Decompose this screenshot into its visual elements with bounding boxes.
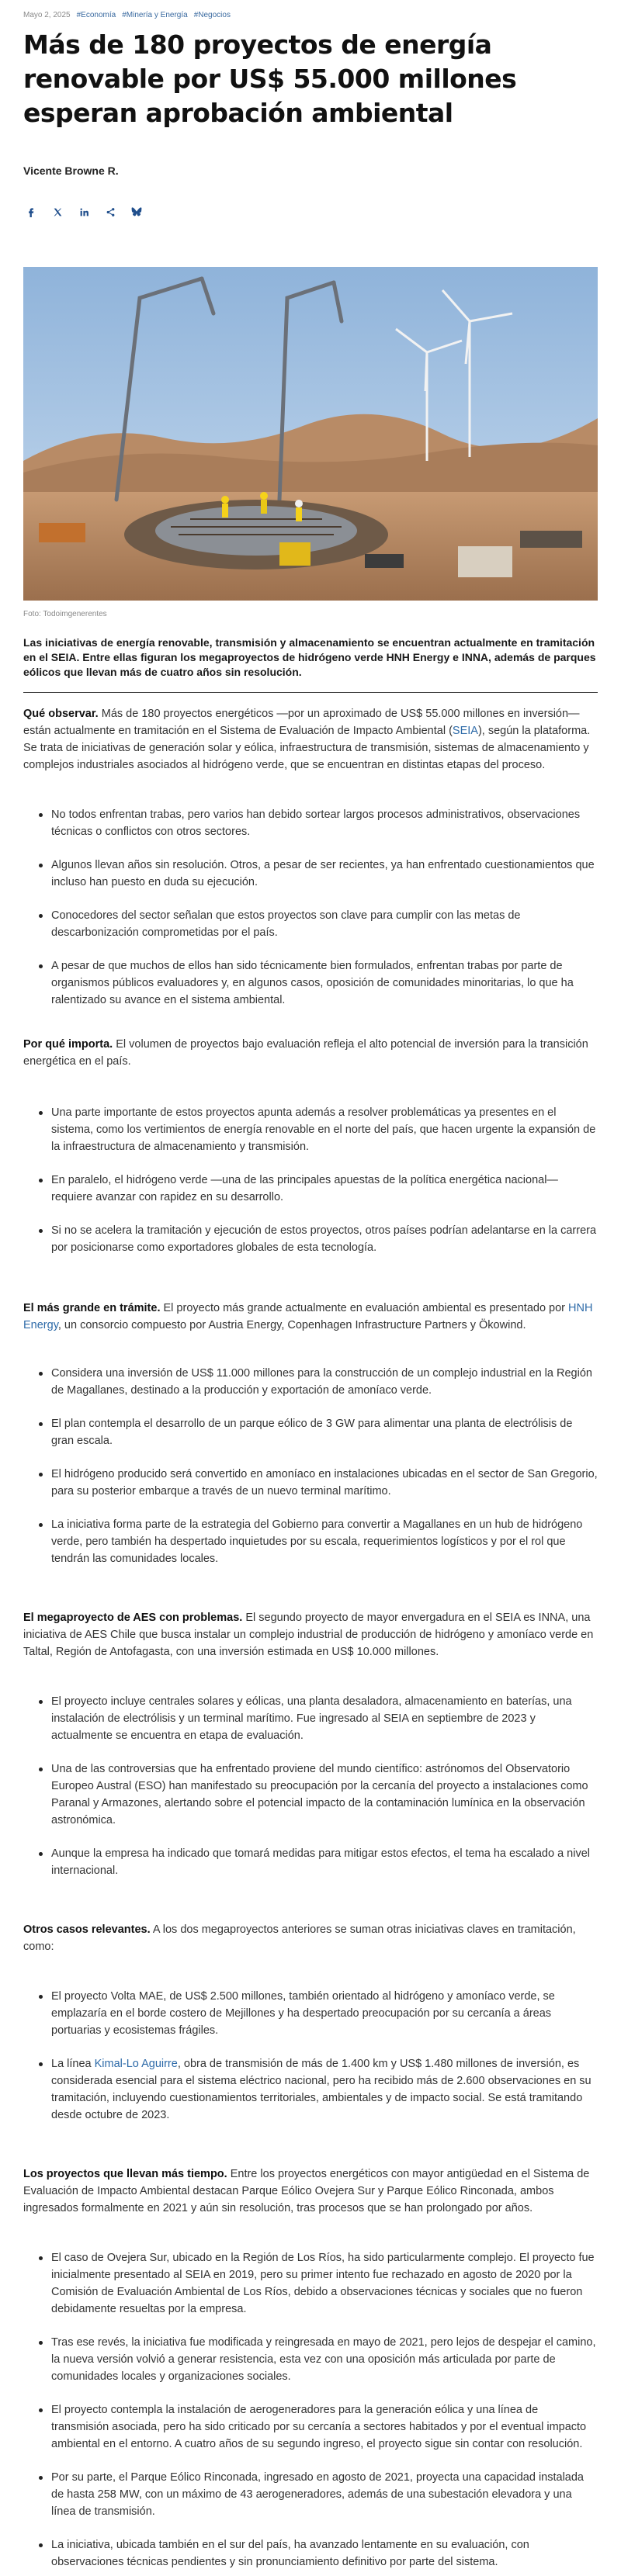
list-item: El proyecto Volta MAE, de US$ 2.500 millones, también orientado al hidrógeno y amoníaco verde, se emplazaría en el borde costero de Mejillones y ha despertado preocupación por su cercanía a áreas portuarias y ecosistemas frágiles.	[39, 1988, 598, 2039]
list-item: En paralelo, el hidrógeno verde —una de las principales apuestas de la política energética nacional— requiere avanzar con rapidez en su desarrollo.	[39, 1172, 598, 1206]
link-hnh-energy[interactable]: HNH Energy	[23, 1302, 593, 1331]
share-bar	[23, 203, 598, 220]
list-item: No todos enfrentan trabas, pero varios han debido sortear largos procesos administrativos, observaciones técnicas o conflictos con otros sectores.	[39, 806, 598, 840]
facebook-icon[interactable]	[23, 204, 39, 220]
list-item: El proyecto contempla la instalación de aerogeneradores para la generación eólica y una línea de transmisión asociada, pero ha sido criticado por su cercanía a sectores habitados y por el eventual impacto ambiental en el entorno. A cuatro años de su segundo ingreso, el proyecto sigue sin contar con resolución.	[39, 2401, 598, 2453]
link-seia[interactable]: SEIA	[452, 725, 478, 737]
heading-por-que-importa: Por qué importa.	[23, 1038, 113, 1051]
text-otros-casos: A los dos megaproyectos anteriores se suman otras iniciativas claves en tramitación, como:	[23, 1923, 576, 1953]
article-title: Más de 180 proyectos de energía renovable por US$ 55.000 millones esperan aprobación ambiental	[23, 29, 517, 128]
list-item: Algunos llevan años sin resolución. Otros, a pesar de ser recientes, ya han enfrentado cuestionamientos que incluso han puesto en duda su ejecución.	[39, 857, 598, 891]
list-otros-casos	[23, 1988, 598, 2124]
hero-photo	[23, 267, 598, 601]
heading-aes: El megaproyecto de AES con problemas.	[23, 1612, 243, 1624]
tag-economia[interactable]: #Economía	[76, 10, 116, 19]
list-item: Una de las controversias que ha enfrentado proviene del mundo científico: astrónomos del Observatorio Europeo Austral (ESO) han manifestado su preocupación por la cercanía del proyecto a instalaciones como Paranal y Armazones, alertando sobre el potencial impacto de la contaminación lumínica en la observación astronómica.	[39, 1761, 598, 1829]
list-item: Aunque la empresa ha indicado que tomará medidas para mitigar estos efectos, el tema ha escalado a nivel internacional.	[39, 1845, 598, 1879]
text-mas-tiempo: Entre los proyectos energéticos con mayor antigüedad en el Sistema de Evaluación de Impacto Ambiental destacan Parque Eólico Ovejera Sur y Parque Eólico Rinconada, ambos ingresados formalmente en 2021 y aún sin resolución, tras procesos que se han prolongado por años.	[23, 2168, 590, 2214]
text-por-que-importa: El volumen de proyectos bajo evaluación refleja el alto potencial de inversión para la transición energética en el país.	[23, 1038, 588, 1068]
list-item: La iniciativa, ubicada también en el sur del país, ha avanzado lentamente en su evaluación, con observaciones técnicas pendientes y sin pronunciamiento definitivo por parte del sistema.	[39, 2536, 598, 2571]
heading-otros-casos: Otros casos relevantes.	[23, 1923, 151, 1936]
text-kimal-post: , obra de transmisión de más de 1.400 km y US$ 1.480 millones de inversión, es considerada esencial para el sistema eléctrico nacional, pero ha recibido más de 2.600 observaciones en su tramitación, incluyendo cuestionamientos territoriales, ambientales y de impacto social. Se está tramitando desde octubre de 2023.	[51, 2058, 592, 2121]
list-item: Considera una inversión de US$ 11.000 millones para la construcción de un complejo industrial en la Región de Magallanes, destinado a la producción y exportación de amoníaco verde.	[39, 1365, 598, 1399]
list-por-que-importa	[23, 1104, 598, 1256]
tag-mineria-energia[interactable]: #Minería y Energía	[122, 10, 188, 19]
list-aes	[23, 1693, 598, 1879]
paragraph-que-observar	[23, 705, 598, 774]
section-aes	[23, 1609, 598, 1879]
article-author[interactable]: Vicente Browne R.	[23, 164, 119, 177]
list-item: A pesar de que muchos de ellos han sido técnicamente bien formulados, enfrentan trabas por parte de organismos públicos evaluadores y, en algunos casos, oposición de comunidades minoritarias, lo que ha ralentizado su avance en el sistema ambiental.	[39, 957, 598, 1009]
article-date: Mayo 2, 2025	[23, 10, 71, 19]
list-item: La iniciativa forma parte de la estrategia del Gobierno para convertir a Magallanes en un hub de hidrógeno verde, pero también ha despertado inquietudes por su escala, requerimientos logísticos y por el rol que tendrán las comunidades locales.	[39, 1516, 598, 1567]
list-item: Tras ese revés, la iniciativa fue modificada y reingresada en mayo de 2021, pero lejos de despejar el camino, la nueva versión volvió a generar resistencia, esta vez con una oposición más articulada por parte de comunidades locales y organizaciones sociales.	[39, 2334, 598, 2385]
link-kimal-lo-aguirre[interactable]: Kimal-Lo Aguirre	[94, 2058, 178, 2070]
list-mas-grande	[23, 1365, 598, 1567]
text-que-observar: Más de 180 proyectos energéticos —por un aproximado de US$ 55.000 millones en inversión— están actualmente en tramitación en el Sistema de Evaluación de Impacto Ambiental (	[23, 708, 580, 737]
section-mas-tiempo	[23, 2166, 598, 2571]
paragraph-mas-grande	[23, 1300, 598, 1334]
text-que-observar-2: ), según la plataforma. Se trata de iniciativas de generación solar y eólica, infraestructura de transmisión, sistemas de almacenamiento y complejos industriales asociados al hidrógeno verde, que se encuentran en distintas etapas del proceso.	[23, 725, 591, 771]
paragraph-aes	[23, 1609, 598, 1660]
list-item	[39, 2055, 598, 2124]
paragraph-mas-tiempo	[23, 2166, 598, 2217]
list-item: El caso de Ovejera Sur, ubicado en la Región de Los Ríos, ha sido particularmente complejo. El proyecto fue inicialmente presentado al SEIA en 2019, pero su primer intento fue rechazado en agosto de 2020 por la Comisión de Evaluación Ambiental de Los Ríos, debido a observaciones técnicas y sociales que no fueron debidamente resueltas por la empresa.	[39, 2249, 598, 2318]
heading-mas-tiempo: Los proyectos que llevan más tiempo.	[23, 2168, 227, 2180]
text-mas-grande: El proyecto más grande actualmente en evaluación ambiental es presentado por	[163, 1302, 569, 1314]
paragraph-otros-casos	[23, 1921, 598, 1955]
article-meta	[23, 0, 598, 23]
tag-negocios[interactable]: #Negocios	[193, 10, 231, 19]
share-icon[interactable]	[102, 204, 118, 220]
list-item: Si no se acelera la tramitación y ejecución de estos proyectos, otros países podrían adelantarse en la carrera por posicionarse como exportadores globales de esta tecnología.	[39, 1222, 598, 1256]
linkedin-icon[interactable]	[76, 204, 92, 220]
section-por-que-importa	[23, 1036, 598, 1256]
text-kimal-pre: La línea	[51, 2058, 95, 2070]
photo-caption: Foto: Todoimgenerentes	[23, 610, 107, 618]
article-lead: Las iniciativas de energía renovable, transmisión y almacenamiento se encuentran actualmente en tramitación en el SEIA. Entre ellas figuran los megaproyectos de hidrógeno verde HNH Energy e INNA, además de parques eólicos que llevan más de cuatro años sin resolución.	[23, 635, 598, 693]
section-mas-grande	[23, 1300, 598, 1567]
section-que-observar	[23, 705, 598, 1009]
list-item: Una parte importante de estos proyectos apunta además a resolver problemáticas ya presentes en el sistema, como los vertimientos de energía renovable en el norte del país, que hacen urgente la expansión de la infraestructura de almacenamiento y transmisión.	[39, 1104, 598, 1155]
text-mas-grande-2: , un consorcio compuesto por Austria Energy, Copenhagen Infrastructure Partners y Ökowind.	[57, 1319, 526, 1331]
list-item: El proyecto incluye centrales solares y eólicas, una planta desaladora, almacenamiento en baterías, una instalación de electrólisis y un terminal marítimo. Fue ingresado al SEIA en septiembre de 2023 y actualmente se encuentra en etapa de evaluación.	[39, 1693, 598, 1744]
paragraph-por-que-importa	[23, 1036, 598, 1070]
heading-que-observar: Qué observar.	[23, 708, 99, 720]
x-icon[interactable]	[50, 204, 65, 220]
list-item: Conocedores del sector señalan que estos proyectos son clave para cumplir con las metas de descarbonización comprometidas por el país.	[39, 907, 598, 941]
list-mas-tiempo	[23, 2249, 598, 2571]
list-item: Por su parte, el Parque Eólico Rinconada, ingresado en agosto de 2021, proyecta una capacidad instalada de hasta 258 MW, con un máximo de 43 aerogeneradores, además de una subestación elevadora y una línea de transmisión.	[39, 2469, 598, 2520]
bluesky-icon[interactable]	[129, 204, 144, 220]
heading-mas-grande: El más grande en trámite.	[23, 1302, 161, 1314]
text-aes: El segundo proyecto de mayor envergadura en el SEIA es INNA, una iniciativa de AES Chile que busca instalar un complejo industrial de producción de hidrógeno y amoníaco verde en Taltal, Región de Antofagasta, con una inversión estimada en US$ 10.000 millones.	[23, 1612, 594, 1658]
list-item: El hidrógeno producido será convertido en amoníaco en instalaciones ubicadas en el sector de San Gregorio, para su posterior embarque a través de un nuevo terminal marítimo.	[39, 1466, 598, 1500]
list-que-observar	[23, 806, 598, 1009]
section-otros-casos	[23, 1921, 598, 2124]
list-item: El plan contempla el desarrollo de un parque eólico de 3 GW para alimentar una planta de electrólisis de gran escala.	[39, 1415, 598, 1449]
